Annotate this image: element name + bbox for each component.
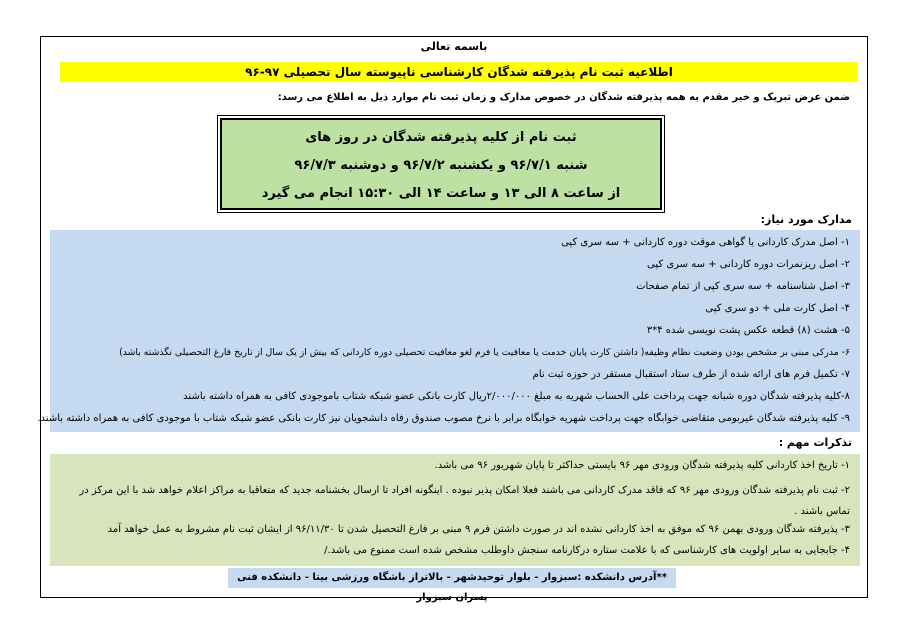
registration-line-1: ثبت نام از کلیه پذیرفته شدگان در روز های [305, 130, 577, 145]
notes-list [50, 454, 860, 566]
list-item: ۲- اصل ریزنمرات دوره کاردانی + سه سری کپی [647, 259, 850, 270]
intro-text: ضمن عرض تبریک و خیر مقدم به همه پذیرفته شدگان در خصوص مدارک و زمان ثبت نام موارد ذیل به اطلاع می رسد: [277, 92, 850, 103]
list-item: ۱- تاریخ اخذ کاردانی کلیه پذیرفته شدگان ورودی مهر ۹۶ بایستی حداکثر تا پایان شهریور ۹۶ می باشد. [434, 460, 850, 471]
registration-box [220, 118, 662, 210]
list-item: ۳- اصل شناسنامه + سه سری کپی از تمام صفحات [636, 281, 850, 292]
documents-list [37, 230, 860, 432]
notes-title: تذکرات مهم : [778, 436, 852, 449]
registration-line-3: از ساعت ۸ الی ۱۳ و ساعت ۱۴ الی ۱۵:۳۰ انجام می گیرد [261, 186, 621, 201]
list-item: ۸-کلیه پذیرفته شدگان دوره شبانه جهت پرداخت علی الحساب شهریه به مبلغ ۲/۰۰۰/۰۰۰ریال کارت بانکی عضو شبکه شتاب باموجودی کافی به همراه داشته باشند [183, 391, 850, 402]
list-item: ۱- اصل مدرک کاردانی یا گواهی موقت دوره کاردانی + سه سری کپی [561, 237, 850, 248]
registration-line-2: شنبه ۹۶/۷/۱ و یکشنبه ۹۶/۷/۲ و دوشنبه ۹۶/۷/۳ [294, 158, 588, 173]
address-banner: **آدرس دانشکده :سبزوار - بلوار توحیدشهر - بالاتراز باشگاه ورزشی بیتا - دانشکده فنی پسران سبزوار [228, 568, 676, 588]
list-item: ۶- مدرکی مبنی بر مشخص بودن وضعیت نظام وظیفه( داشتن کارت پایان خدمت یا معافیت یا فرم لغو معافیت تحصیلی دوره کاردانی که بیش از یک سال از تاریخ فارغ التحصیلی نگذشته باشد) [119, 347, 850, 358]
list-item: ۷- تکمیل فرم های ارائه شده از طرف ستاد استقبال مستقر در حوزه ثبت نام [532, 369, 850, 380]
page-title: باسمه تعالی [420, 40, 488, 53]
list-item: ۳- پذیرفته شدگان ورودی بهمن ۹۶ که موفق به اخذ کاردانی نشده اند در صورت داشتن فرم ۹ مبنی بر فارغ التحصیل شدن تا ۹۶/۱۱/۳۰ از ایشان ثبت نام مشروط به عمل خواهد آمد [107, 524, 850, 535]
list-item: ۴- جابجایی به سایر اولویت های کارشناسی که با علامت ستاره درکارنامه سنجش داوطلب مشخص شده است ممنوع می باشد./ [324, 545, 850, 556]
list-item: ۵- هشت (۸) قطعه عکس پشت نویسی شده ۴*۳ [646, 325, 850, 336]
list-item: ۹- کلیه پذیرفته شدگان غیربومی متقاضی خوابگاه جهت پرداخت شهریه خوابگاه برابر با نرخ مصوب صندوق رفاه دانشجویان نیز کارت بانکی عضو شبکه شتاب با موجودی کافی به همراه داشته باشند. [37, 413, 850, 424]
list-item: ۴- اصل کارت ملی + دو سری کپی [705, 303, 850, 314]
list-item: ۲- ثبت نام پذیرفته شدگان ورودی مهر ۹۶ که فاقد مدرک کاردانی می باشند فعلا امکان پذیر نبوده . اینگونه افراد تا ارسال بخشنامه جدید که متعاقبا به مراکز اعلام خواهد شد با این مرکز در تماس باشند . [79, 485, 850, 517]
documents-title: مدارک مورد نیاز: [760, 213, 852, 226]
headline-banner: اطلاعیه ثبت نام پذیرفته شدگان کارشناسی ناپیوسته سال تحصیلی ۹۷-۹۶ [60, 62, 858, 82]
